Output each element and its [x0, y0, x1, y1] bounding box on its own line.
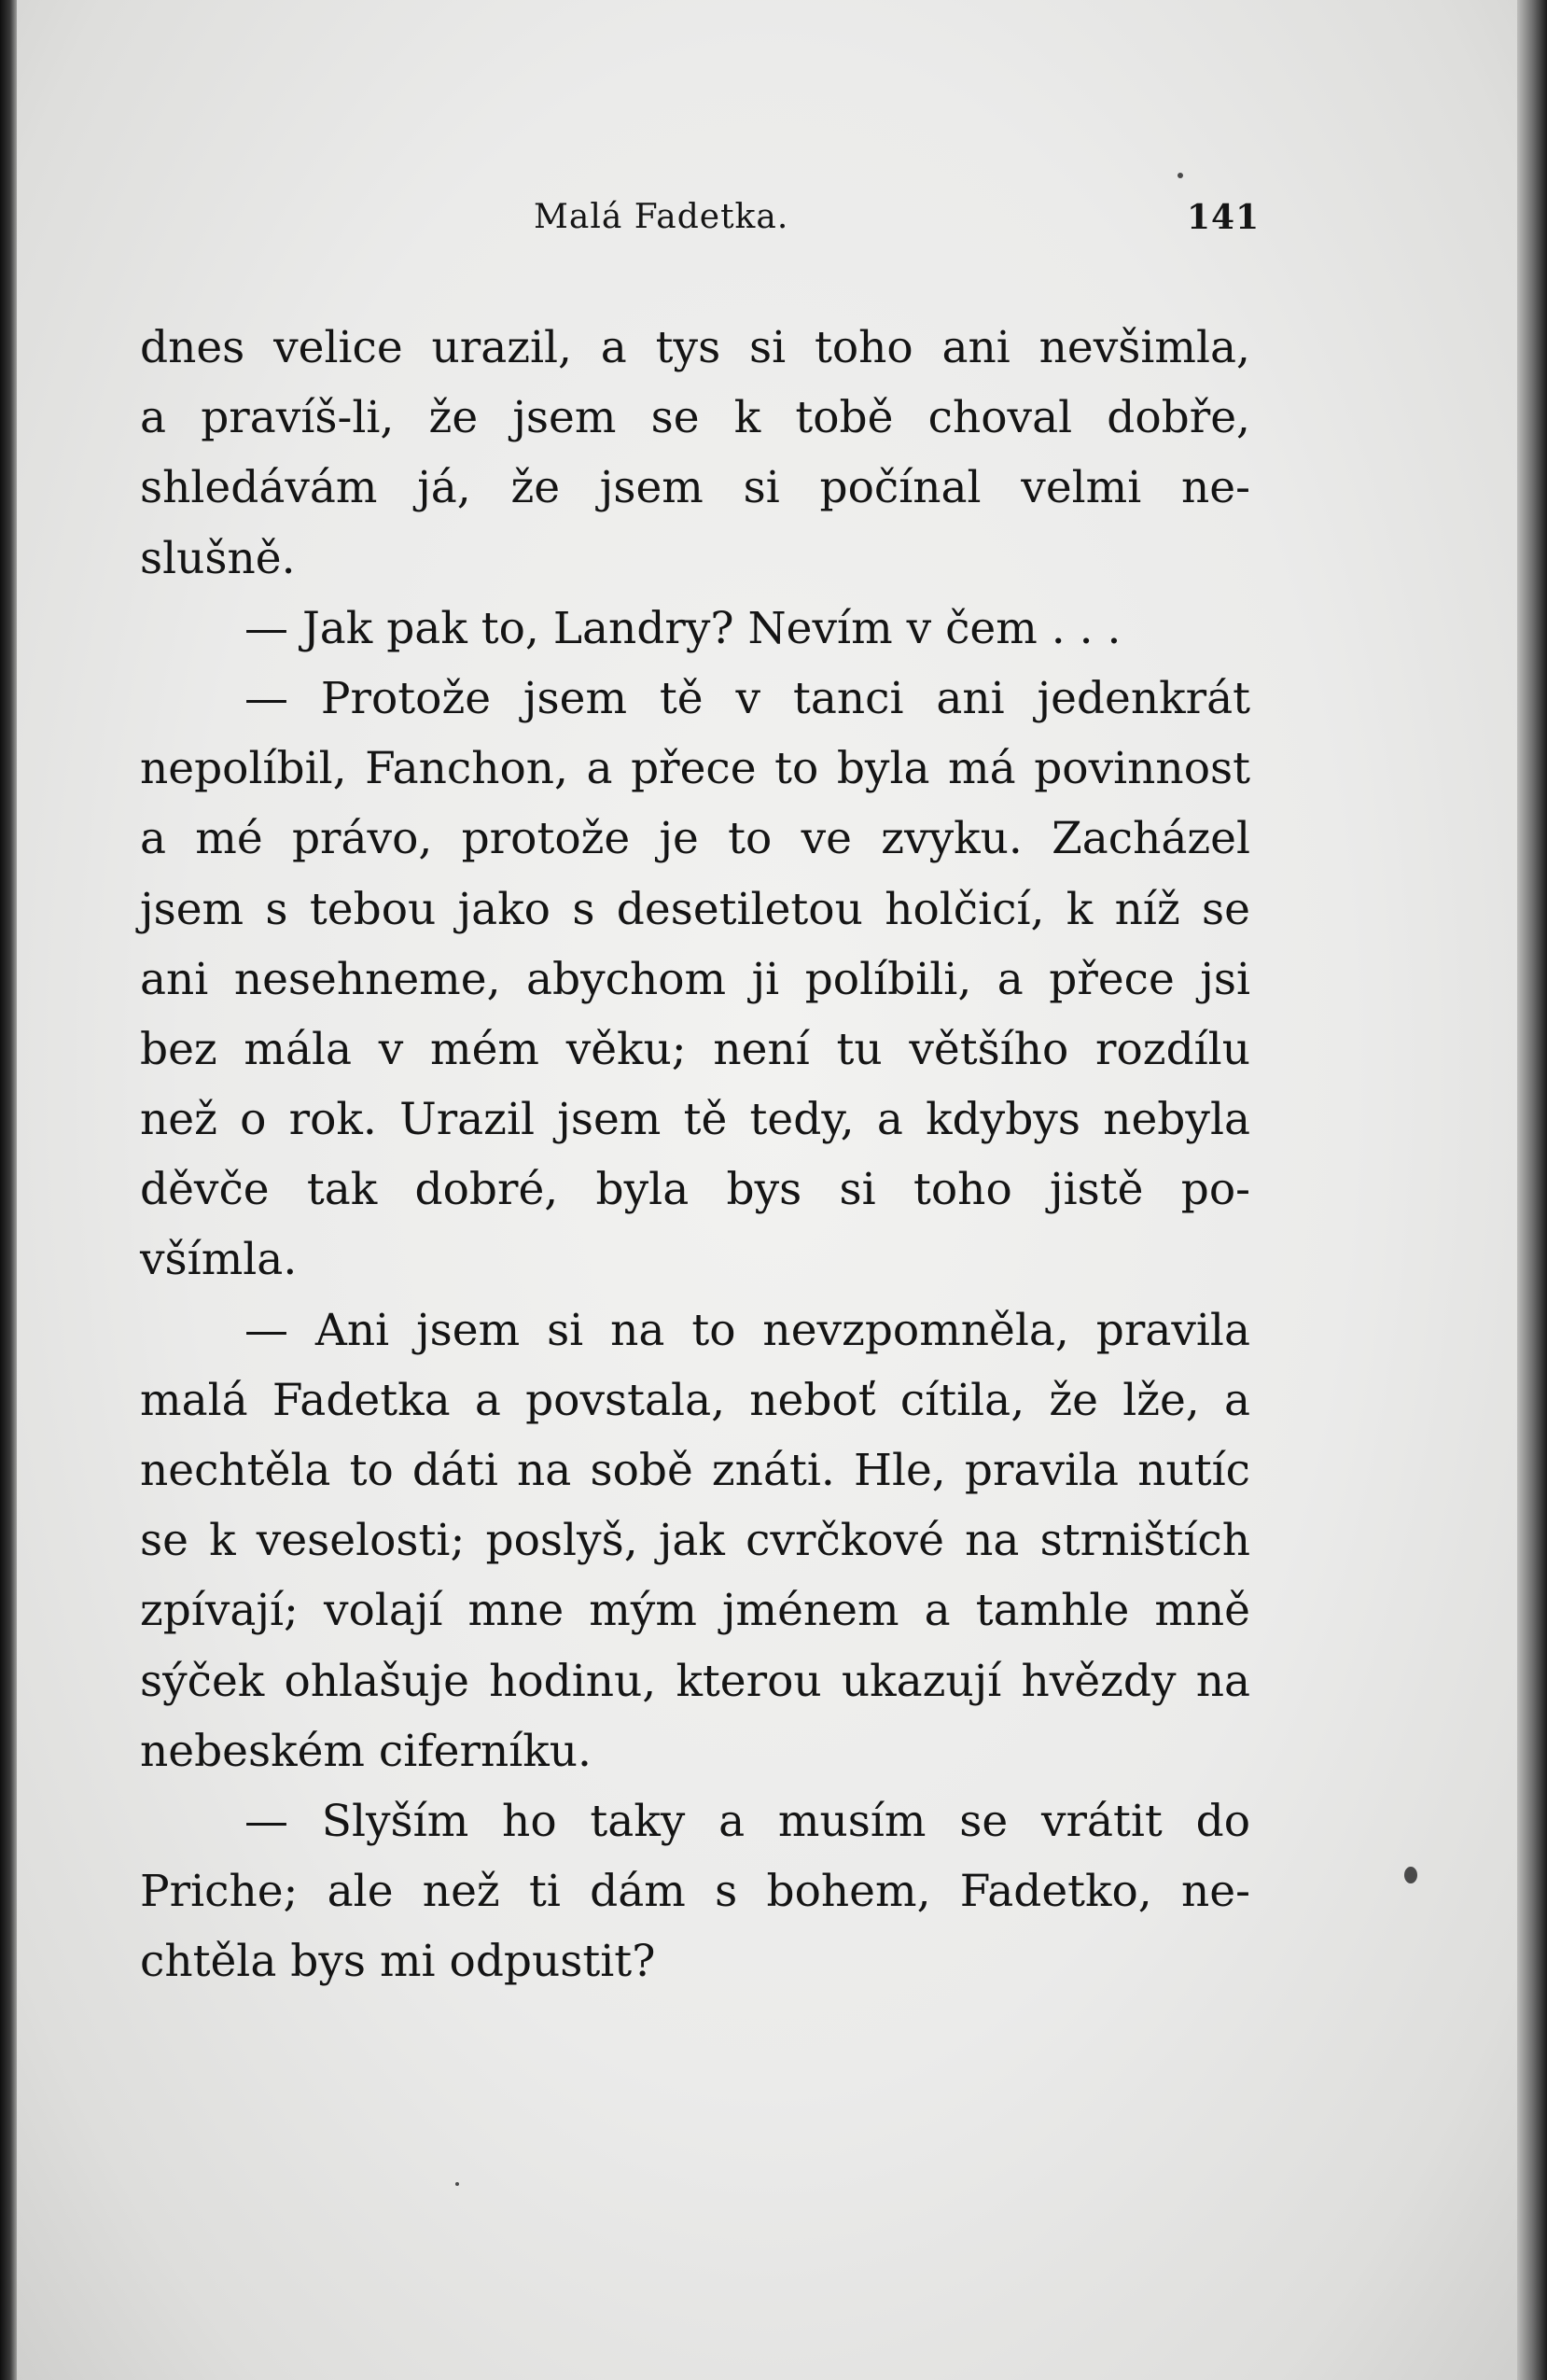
- text-line: a mé právo, protože je to ve zvyku. Zacházel: [140, 813, 1250, 865]
- text-line: — Ani jsem si na to nevzpomněla, pravila: [244, 1304, 1250, 1356]
- ink-speck: [455, 2182, 459, 2186]
- text-line: nepolíbil, Fanchon, a přece to byla má povinnost: [140, 743, 1250, 795]
- text-line: malá Fadetka a povstala, neboť cítila, že lže, a: [140, 1374, 1250, 1426]
- text-line: jsem s tebou jako s desetiletou holčicí, k níž se: [140, 883, 1250, 935]
- text-line: sýček ohlašuje hodinu, kterou ukazují hvězdy na: [140, 1655, 1250, 1707]
- ink-speck: [1178, 173, 1183, 178]
- text-line: se k veselosti; poslyš, jak cvrčkové na strništích: [140, 1515, 1250, 1567]
- text-line: a pravíš-li, že jsem se k tobě choval dobře,: [140, 392, 1250, 444]
- text-line: shledávám já, že jsem si počínal velmi ne-: [140, 462, 1250, 514]
- text-line: ani nesehneme, abychom ji políbili, a přece jsi: [140, 953, 1250, 1005]
- text-line: bez mála v mém věku; není tu většího rozdílu: [140, 1023, 1250, 1075]
- text-line: dnes velice urazil, a tys si toho ani nevšimla,: [140, 322, 1250, 373]
- text-line: — Slyším ho taky a musím se vrátit do: [244, 1795, 1250, 1847]
- text-line: slušně.: [140, 532, 296, 584]
- text-line: chtěla bys mi odpustit?: [140, 1936, 656, 1988]
- text-line: než o rok. Urazil jsem tě tedy, a kdybys nebyla: [140, 1094, 1250, 1146]
- text-line: děvče tak dobré, byla bys si toho jistě po-: [140, 1164, 1250, 1216]
- page-number: 141: [1187, 198, 1261, 237]
- page-right-edge-shadow: [1517, 0, 1547, 2380]
- text-line: nechtěla to dáti na sobě znáti. Hle, pravila nutíc: [140, 1445, 1250, 1496]
- text-line: všímla.: [140, 1234, 298, 1286]
- page-left-edge-shadow: [0, 0, 17, 2380]
- text-line: Priche; ale než ti dám s bohem, Fadetko, ne-: [140, 1866, 1250, 1918]
- text-line: — Protože jsem tě v tanci ani jedenkrát: [244, 672, 1250, 724]
- text-line: zpívají; volají mne mým jménem a tamhle mně: [140, 1585, 1250, 1637]
- running-header: [0, 198, 1547, 245]
- body-text: [140, 313, 1250, 1997]
- running-title: Malá Fadetka.: [534, 198, 789, 236]
- text-line: nebeském ciferníku.: [140, 1725, 592, 1777]
- text-line: — Jak pak to, Landry? Nevím v čem . . .: [244, 602, 1122, 654]
- ink-speck: [1404, 1867, 1417, 1883]
